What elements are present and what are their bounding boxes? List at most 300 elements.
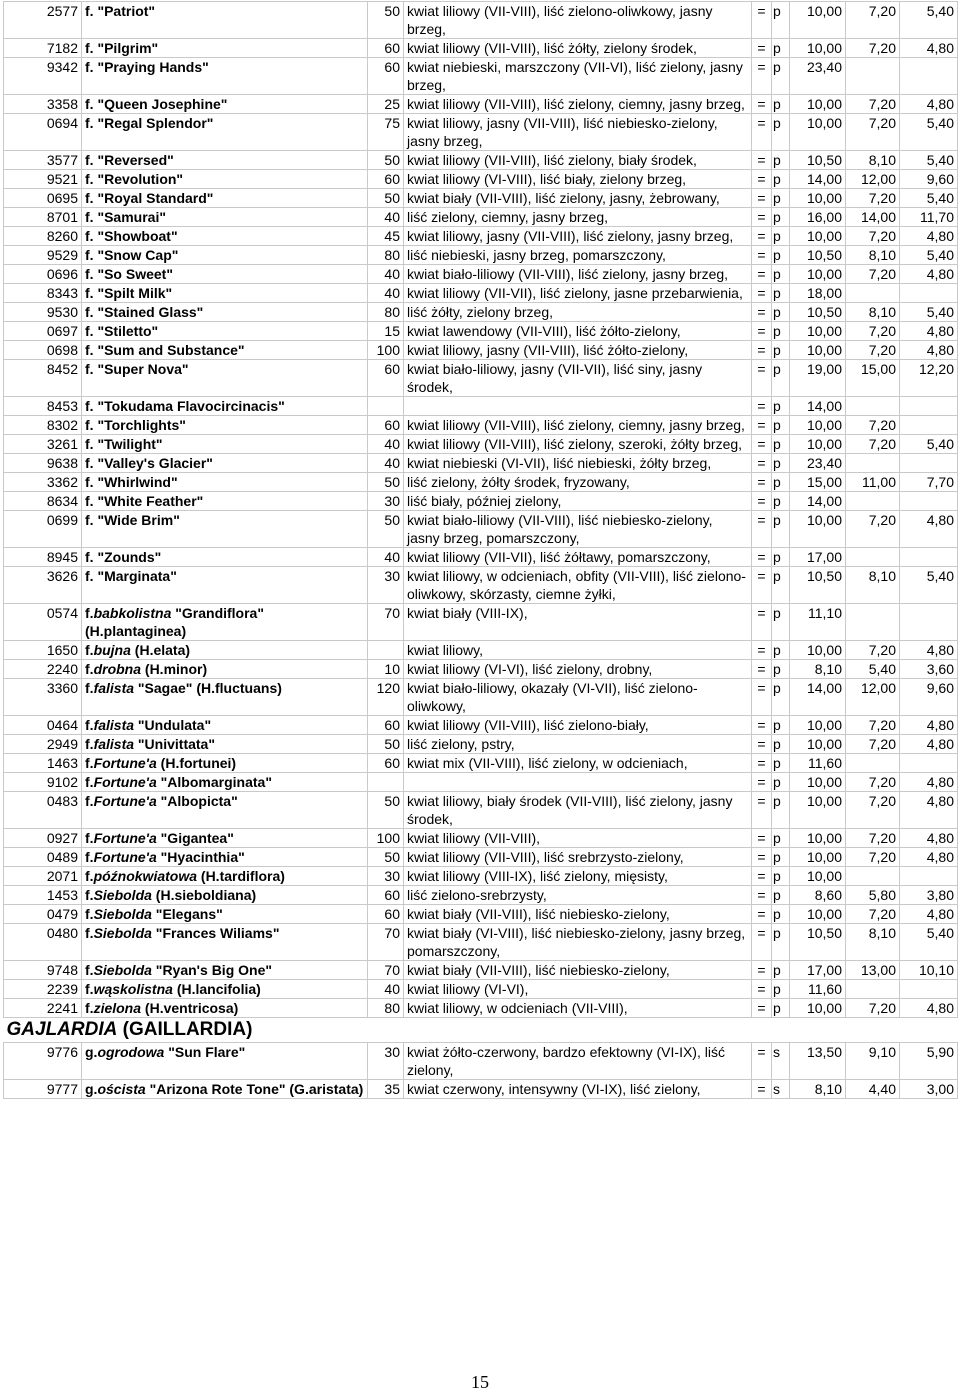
plant-description: liść niebieski, jasny brzeg, pomarszczony,: [404, 246, 752, 265]
species-name: falista: [93, 680, 135, 696]
pot-type: p: [772, 473, 790, 492]
plant-name: [82, 2, 368, 39]
species-name: Siebolda: [93, 906, 152, 922]
species-name: Fortune'a: [93, 830, 157, 846]
equals-sign: =: [752, 773, 772, 792]
plant-description: kwiat liliowy, jasny (VII-VIII), liść zielony, jasny brzeg,: [404, 227, 752, 246]
item-code: 3362: [4, 473, 82, 492]
plant-description: kwiat liliowy (VII-VII), liść zielony, jasne przebarwienia,: [404, 284, 752, 303]
price-1: 14,00: [790, 170, 846, 189]
plant-name: [82, 548, 368, 567]
equals-sign: =: [752, 95, 772, 114]
item-code: 0699: [4, 511, 82, 548]
pot-type: p: [772, 961, 790, 980]
price-1: 10,50: [790, 567, 846, 604]
plant-height: 50: [368, 511, 404, 548]
plant-name: [82, 189, 368, 208]
cultivar-name: "Torchlights": [97, 417, 186, 433]
table-row: [4, 716, 958, 735]
equals-sign: =: [752, 924, 772, 961]
genus-abbrev: f.: [85, 152, 94, 168]
species-name: późnokwiatowa: [93, 868, 198, 884]
genus-abbrev: f.: [85, 304, 94, 320]
table-row: [4, 1043, 958, 1080]
cultivar-name: "Royal Standard": [97, 190, 214, 206]
table-row: [4, 454, 958, 473]
table-row: [4, 322, 958, 341]
plant-description: kwiat liliowy, jasny (VII-VIII), liść niebiesko-zielony, jasny brzeg,: [404, 114, 752, 151]
pot-type: p: [772, 716, 790, 735]
item-code: 9342: [4, 58, 82, 95]
equals-sign: =: [752, 829, 772, 848]
price-1: 8,10: [790, 660, 846, 679]
plant-description: liść żółty, zielony brzeg,: [404, 303, 752, 322]
table-row: [4, 360, 958, 397]
plant-height: 50: [368, 189, 404, 208]
plant-name: [82, 151, 368, 170]
equals-sign: =: [752, 397, 772, 416]
table-row: [4, 189, 958, 208]
table-row: [4, 39, 958, 58]
price-3: [900, 867, 958, 886]
cultivar-name: "Super Nova": [97, 361, 189, 377]
item-code: 1453: [4, 886, 82, 905]
genus-abbrev: f.: [85, 962, 94, 978]
plant-name: [82, 660, 368, 679]
cultivar-name: "Marginata": [97, 568, 177, 584]
genus-abbrev: f.: [85, 661, 94, 677]
pot-type: p: [772, 829, 790, 848]
price-3: [900, 980, 958, 999]
genus-abbrev: f.: [85, 830, 94, 846]
price-2: 11,00: [846, 473, 900, 492]
plant-description: kwiat liliowy (VI-VI),: [404, 980, 752, 999]
item-code: 2239: [4, 980, 82, 999]
pot-type: p: [772, 303, 790, 322]
price-2: [846, 58, 900, 95]
plant-description: kwiat biały (VII-VIII), liść niebiesko-zielony,: [404, 961, 752, 980]
pot-type: p: [772, 95, 790, 114]
plant-description: kwiat liliowy, jasny (VII-VIII), liść żółto-zielony,: [404, 341, 752, 360]
genus-abbrev: f.: [85, 455, 94, 471]
equals-sign: =: [752, 848, 772, 867]
item-code: 9530: [4, 303, 82, 322]
plant-height: [368, 773, 404, 792]
item-code: 2241: [4, 999, 82, 1018]
table-row: [4, 1080, 958, 1099]
species-name: Fortune'a: [93, 849, 157, 865]
plant-name: [82, 848, 368, 867]
price-3: 9,60: [900, 679, 958, 716]
cultivar-name: "Stained Glass": [97, 304, 204, 320]
pot-type: p: [772, 454, 790, 473]
item-code: 2240: [4, 660, 82, 679]
cultivar-name: "Samurai": [97, 209, 166, 225]
price-1: 10,00: [790, 435, 846, 454]
species-name: wąskolistna: [93, 981, 173, 997]
price-1: 10,00: [790, 39, 846, 58]
table-row: [4, 829, 958, 848]
equals-sign: =: [752, 360, 772, 397]
price-2: 12,00: [846, 170, 900, 189]
equals-sign: =: [752, 341, 772, 360]
price-1: 10,00: [790, 265, 846, 284]
price-2: 5,80: [846, 886, 900, 905]
plant-height: 50: [368, 151, 404, 170]
table-row: [4, 735, 958, 754]
price-2: 7,20: [846, 322, 900, 341]
cultivar-name: "Ryan's Big One": [151, 962, 272, 978]
table-row: [4, 246, 958, 265]
table-row: [4, 284, 958, 303]
genus-abbrev: f.: [85, 228, 94, 244]
price-3: 4,80: [900, 999, 958, 1018]
plant-height: 60: [368, 360, 404, 397]
price-1: 10,00: [790, 227, 846, 246]
table-row: [4, 435, 958, 454]
plant-height: 60: [368, 170, 404, 189]
genus-abbrev: f.: [85, 680, 94, 696]
pot-type: p: [772, 604, 790, 641]
plant-description: kwiat liliowy (VII-VIII), liść zielony, ciemny, jasny brzeg,: [404, 416, 752, 435]
price-2: 4,40: [846, 1080, 900, 1099]
cultivar-name: "So Sweet": [97, 266, 173, 282]
cultivar-name: "Zounds": [97, 549, 162, 565]
table-row: [4, 754, 958, 773]
pot-type: p: [772, 416, 790, 435]
plant-height: 50: [368, 848, 404, 867]
plant-height: 40: [368, 454, 404, 473]
equals-sign: =: [752, 1080, 772, 1099]
plant-name: [82, 114, 368, 151]
plant-description: kwiat żółto-czerwony, bardzo efektowny (VI-IX), liść zielony,: [404, 1043, 752, 1080]
price-1: 23,40: [790, 58, 846, 95]
pot-type: p: [772, 792, 790, 829]
plant-height: 10: [368, 660, 404, 679]
genus-abbrev: f.: [85, 605, 94, 621]
plant-name: [82, 999, 368, 1018]
genus-abbrev: f.: [85, 59, 94, 75]
price-2: 8,10: [846, 924, 900, 961]
price-2: [846, 867, 900, 886]
equals-sign: =: [752, 208, 772, 227]
item-code: 0694: [4, 114, 82, 151]
item-code: 8701: [4, 208, 82, 227]
price-3: [900, 284, 958, 303]
item-code: 3577: [4, 151, 82, 170]
item-code: 2949: [4, 735, 82, 754]
table-row: [4, 867, 958, 886]
cultivar-name: "Frances Wiliams": [151, 925, 280, 941]
table-row: [4, 397, 958, 416]
item-code: 0489: [4, 848, 82, 867]
equals-sign: =: [752, 980, 772, 999]
price-1: 10,00: [790, 829, 846, 848]
price-2: 8,10: [846, 151, 900, 170]
pot-type: p: [772, 905, 790, 924]
cultivar-name: "Sagae" (H.fluctuans): [134, 680, 282, 696]
price-1: 16,00: [790, 208, 846, 227]
equals-sign: =: [752, 416, 772, 435]
pot-type: p: [772, 999, 790, 1018]
plant-name: [82, 924, 368, 961]
price-3: 5,40: [900, 246, 958, 265]
pot-type: p: [772, 867, 790, 886]
equals-sign: =: [752, 511, 772, 548]
price-2: 7,20: [846, 265, 900, 284]
item-code: 9521: [4, 170, 82, 189]
price-2: [846, 492, 900, 511]
table-row: [4, 208, 958, 227]
price-1: 10,50: [790, 303, 846, 322]
plant-name: [82, 416, 368, 435]
equals-sign: =: [752, 679, 772, 716]
cultivar-name: "Sun Flare": [164, 1044, 246, 1060]
pot-type: p: [772, 208, 790, 227]
table-row: [4, 2, 958, 39]
price-1: 17,00: [790, 961, 846, 980]
plant-name: [82, 492, 368, 511]
plant-height: [368, 641, 404, 660]
plant-description: kwiat mix (VII-VIII), liść zielony, w odcieniach,: [404, 754, 752, 773]
section-heading: [4, 1018, 958, 1043]
plant-name: [82, 604, 368, 641]
table-row: [4, 999, 958, 1018]
plant-height: 75: [368, 114, 404, 151]
item-code: 0479: [4, 905, 82, 924]
price-2: [846, 284, 900, 303]
plant-height: 60: [368, 886, 404, 905]
plant-description: liść zielono-srebrzysty,: [404, 886, 752, 905]
pot-type: p: [772, 246, 790, 265]
genus-abbrev: f.: [85, 285, 94, 301]
table-row: [4, 604, 958, 641]
plant-name: [82, 567, 368, 604]
price-3: [900, 492, 958, 511]
cultivar-name: "Grandiflora" (H.plantaginea): [85, 605, 264, 639]
genus-abbrev: f.: [85, 925, 94, 941]
equals-sign: =: [752, 473, 772, 492]
cultivar-name: (H.sieboldiana): [151, 887, 257, 903]
price-1: 10,00: [790, 867, 846, 886]
price-3: 5,40: [900, 151, 958, 170]
cultivar-name: "Revolution": [97, 171, 184, 187]
price-3: 4,80: [900, 341, 958, 360]
plant-description: liść zielony, ciemny, jasny brzeg,: [404, 208, 752, 227]
plant-height: 100: [368, 341, 404, 360]
plant-description: kwiat biały (VII-VIII), liść niebiesko-zielony,: [404, 905, 752, 924]
price-2: [846, 754, 900, 773]
pot-type: p: [772, 58, 790, 95]
equals-sign: =: [752, 754, 772, 773]
price-3: [900, 548, 958, 567]
table-row: [4, 416, 958, 435]
pot-type: p: [772, 284, 790, 303]
genus-abbrev: f.: [85, 868, 94, 884]
plant-description: kwiat biały (VII-VIII), liść zielony, jasny, żebrowany,: [404, 189, 752, 208]
price-2: 8,10: [846, 246, 900, 265]
price-1: 10,00: [790, 114, 846, 151]
price-2: 7,20: [846, 2, 900, 39]
price-1: 10,50: [790, 924, 846, 961]
price-3: 5,40: [900, 303, 958, 322]
table-row: [4, 151, 958, 170]
equals-sign: =: [752, 114, 772, 151]
table-row: [4, 886, 958, 905]
equals-sign: =: [752, 435, 772, 454]
table-row: [4, 792, 958, 829]
table-row: [4, 473, 958, 492]
plant-description: liść zielony, żółty środek, fryzowany,: [404, 473, 752, 492]
table-row: [4, 848, 958, 867]
pot-type: p: [772, 679, 790, 716]
item-code: 8945: [4, 548, 82, 567]
price-3: [900, 754, 958, 773]
price-3: 5,40: [900, 189, 958, 208]
price-2: 8,10: [846, 303, 900, 322]
plant-height: 40: [368, 548, 404, 567]
item-code: 3261: [4, 435, 82, 454]
table-row: [4, 924, 958, 961]
item-code: 0480: [4, 924, 82, 961]
price-3: 11,70: [900, 208, 958, 227]
item-code: 0574: [4, 604, 82, 641]
price-3: 5,40: [900, 435, 958, 454]
cultivar-name: "Wide Brim": [97, 512, 180, 528]
price-3: 4,80: [900, 227, 958, 246]
plant-name: [82, 435, 368, 454]
genus-abbrev: f.: [85, 96, 94, 112]
table-row: [4, 492, 958, 511]
species-name: Fortune'a: [93, 755, 157, 771]
equals-sign: =: [752, 961, 772, 980]
price-3: 4,80: [900, 716, 958, 735]
plant-height: 80: [368, 999, 404, 1018]
species-name: oścista: [97, 1081, 146, 1097]
plant-height: 70: [368, 604, 404, 641]
equals-sign: =: [752, 265, 772, 284]
price-1: 10,50: [790, 151, 846, 170]
plant-name: [82, 980, 368, 999]
genus-abbrev: f.: [85, 568, 94, 584]
price-2: 7,20: [846, 905, 900, 924]
item-code: 0698: [4, 341, 82, 360]
price-3: 4,80: [900, 265, 958, 284]
plant-height: 80: [368, 246, 404, 265]
species-name: falista: [93, 717, 135, 733]
plant-description: kwiat biało-liliowy, okazały (VI-VII), liść zielono-oliwkowy,: [404, 679, 752, 716]
price-3: 4,80: [900, 905, 958, 924]
genus-abbrev: f.: [85, 549, 94, 565]
cultivar-name: "White Feather": [97, 493, 204, 509]
cultivar-name: "Twilight": [97, 436, 163, 452]
plant-height: 70: [368, 924, 404, 961]
plant-description: kwiat liliowy (VI-VIII), liść biały, zielony brzeg,: [404, 170, 752, 189]
price-1: 18,00: [790, 284, 846, 303]
page-number: 15: [471, 1372, 489, 1392]
pot-type: p: [772, 435, 790, 454]
species-name: Siebolda: [93, 887, 152, 903]
plant-description: kwiat liliowy (VII-VII), liść żółtawy, pomarszczony,: [404, 548, 752, 567]
price-1: 17,00: [790, 548, 846, 567]
plant-description: kwiat liliowy (VII-VIII), liść żółty, zielony środek,: [404, 39, 752, 58]
plant-name: [82, 716, 368, 735]
pot-type: p: [772, 980, 790, 999]
price-1: 11,10: [790, 604, 846, 641]
equals-sign: =: [752, 792, 772, 829]
plant-description: [404, 773, 752, 792]
item-code: 8260: [4, 227, 82, 246]
price-3: 5,40: [900, 2, 958, 39]
genus-abbrev: g.: [85, 1044, 98, 1060]
table-row: [4, 961, 958, 980]
cultivar-name: "Whirlwind": [97, 474, 178, 490]
plant-height: 35: [368, 1080, 404, 1099]
plant-description: liść biały, później zielony,: [404, 492, 752, 511]
price-3: 12,20: [900, 360, 958, 397]
genus-abbrev: f.: [85, 981, 94, 997]
genus-abbrev: f.: [85, 493, 94, 509]
plant-height: 50: [368, 2, 404, 39]
item-code: 0483: [4, 792, 82, 829]
equals-sign: =: [752, 905, 772, 924]
plant-name: [82, 679, 368, 716]
price-3: 5,90: [900, 1043, 958, 1080]
plant-description: kwiat biały (VIII-IX),: [404, 604, 752, 641]
plant-height: 60: [368, 905, 404, 924]
table-row: [4, 341, 958, 360]
equals-sign: =: [752, 735, 772, 754]
price-3: [900, 416, 958, 435]
table-row: [4, 265, 958, 284]
plant-height: 60: [368, 754, 404, 773]
plant-name: [82, 511, 368, 548]
plant-name: [82, 227, 368, 246]
genus-abbrev: f.: [85, 512, 94, 528]
plant-description: kwiat lawendowy (VII-VIII), liść żółto-zielony,: [404, 322, 752, 341]
plant-name: [82, 208, 368, 227]
genus-abbrev: f.: [85, 1000, 94, 1016]
genus-abbrev: f.: [85, 209, 94, 225]
price-1: 10,00: [790, 2, 846, 39]
plant-name: [82, 58, 368, 95]
price-1: 10,00: [790, 848, 846, 867]
species-name: falista: [93, 736, 135, 752]
pot-type: p: [772, 341, 790, 360]
price-1: 10,00: [790, 641, 846, 660]
price-2: 9,10: [846, 1043, 900, 1080]
cultivar-name: "Praying Hands": [97, 59, 209, 75]
item-code: 0697: [4, 322, 82, 341]
species-name: Siebolda: [93, 925, 152, 941]
genus-abbrev: f.: [85, 849, 94, 865]
price-2: 5,40: [846, 660, 900, 679]
price-2: 7,20: [846, 341, 900, 360]
price-2: 7,20: [846, 641, 900, 660]
item-code: 3360: [4, 679, 82, 716]
equals-sign: =: [752, 660, 772, 679]
pot-type: p: [772, 848, 790, 867]
price-2: 7,20: [846, 773, 900, 792]
genus-abbrev: f.: [85, 3, 94, 19]
price-1: 13,50: [790, 1043, 846, 1080]
price-2: 7,20: [846, 735, 900, 754]
price-3: 3,00: [900, 1080, 958, 1099]
equals-sign: =: [752, 58, 772, 95]
price-3: 4,80: [900, 792, 958, 829]
price-2: 7,20: [846, 716, 900, 735]
plant-description: kwiat liliowy (VII-VIII), liść zielono-biały,: [404, 716, 752, 735]
